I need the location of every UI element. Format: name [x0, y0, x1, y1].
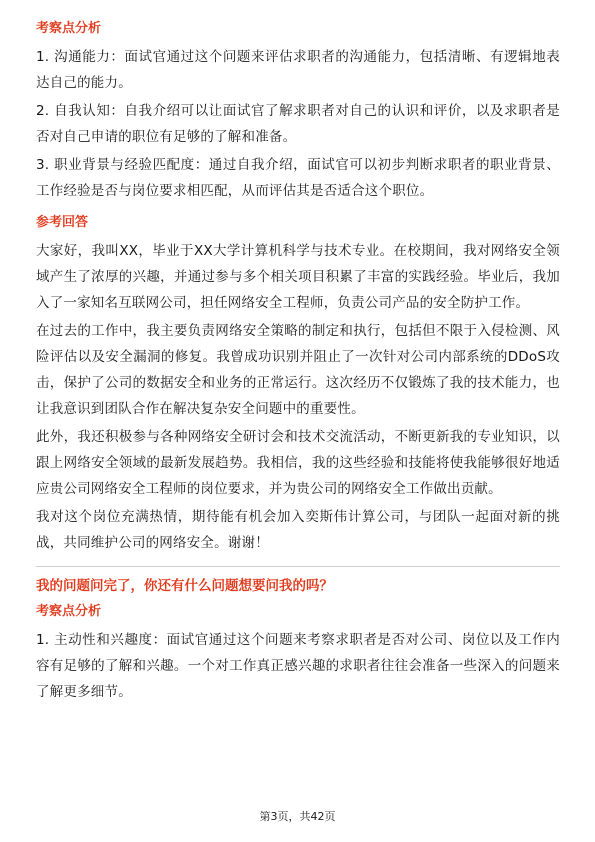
document-page [36, 20, 560, 707]
page-footer: 第3页，共42页 [259, 810, 336, 823]
interview-question: 我的问题问完了，你还有什么问题想要问我的吗？ [36, 578, 333, 594]
analysis-item: 1. 主动性和兴趣度：面试官通过这个问题来考察求职者是否对公司、岗位以及工作内容有足够的了解和兴趣。一个对工作真正感兴趣的求职者往往会准备一些深入的问题来了解更多细节。 [36, 632, 560, 700]
analysis-item: 2. 自我认知：自我介绍可以让面试官了解求职者对自己的认识和评价，以及求职者是否对自己申请的职位有足够的了解和准备。 [36, 103, 560, 145]
answer-paragraph: 此外，我还积极参与各种网络安全研讨会和技术交流活动，不断更新我的专业知识，以跟上网络安全领域的最新发展趋势。我相信，我的这些经验和技能将使我能够很好地适应贵公司网络安全工程师的岗位要求，并为贵公司的网络安全工作做出贡献。 [36, 429, 560, 497]
section-heading-analysis: 考察点分析 [36, 604, 102, 619]
section-divider [36, 566, 560, 567]
answer-paragraph: 在过去的工作中，我主要负责网络安全策略的制定和执行，包括但不限于入侵检测、风险评估以及安全漏洞的修复。我曾成功识别并阻止了一次针对公司内部系统的DDoS攻击，保护了公司的数据安全和业务的正常运行。这次经历不仅锻炼了我的技术能力，也让我意识到团队合作在解决复杂安全问题中的重要性。 [36, 323, 560, 417]
answer-paragraph: 我对这个岗位充满热情，期待能有机会加入奕斯伟计算公司，与团队一起面对新的挑战，共同维护公司的网络安全。谢谢！ [36, 509, 560, 551]
section-heading-analysis: 考察点分析 [36, 21, 102, 36]
answer-paragraph: 大家好，我叫XX，毕业于XX大学计算机科学与技术专业。在校期间，我对网络安全领域产生了浓厚的兴趣，并通过参与多个相关项目积累了丰富的实践经验。毕业后，我加入了一家知名互联网公司，担任网络安全工程师，负责公司产品的安全防护工作。 [36, 243, 560, 311]
section-heading-reference-answer: 参考回答 [36, 215, 89, 230]
analysis-item: 1. 沟通能力：面试官通过这个问题来评估求职者的沟通能力，包括清晰、有逻辑地表达自己的能力。 [36, 49, 560, 91]
analysis-item: 3. 职业背景与经验匹配度：通过自我介绍，面试官可以初步判断求职者的职业背景、工作经验是否与岗位要求相匹配，从而评估其是否适合这个职位。 [36, 157, 560, 199]
